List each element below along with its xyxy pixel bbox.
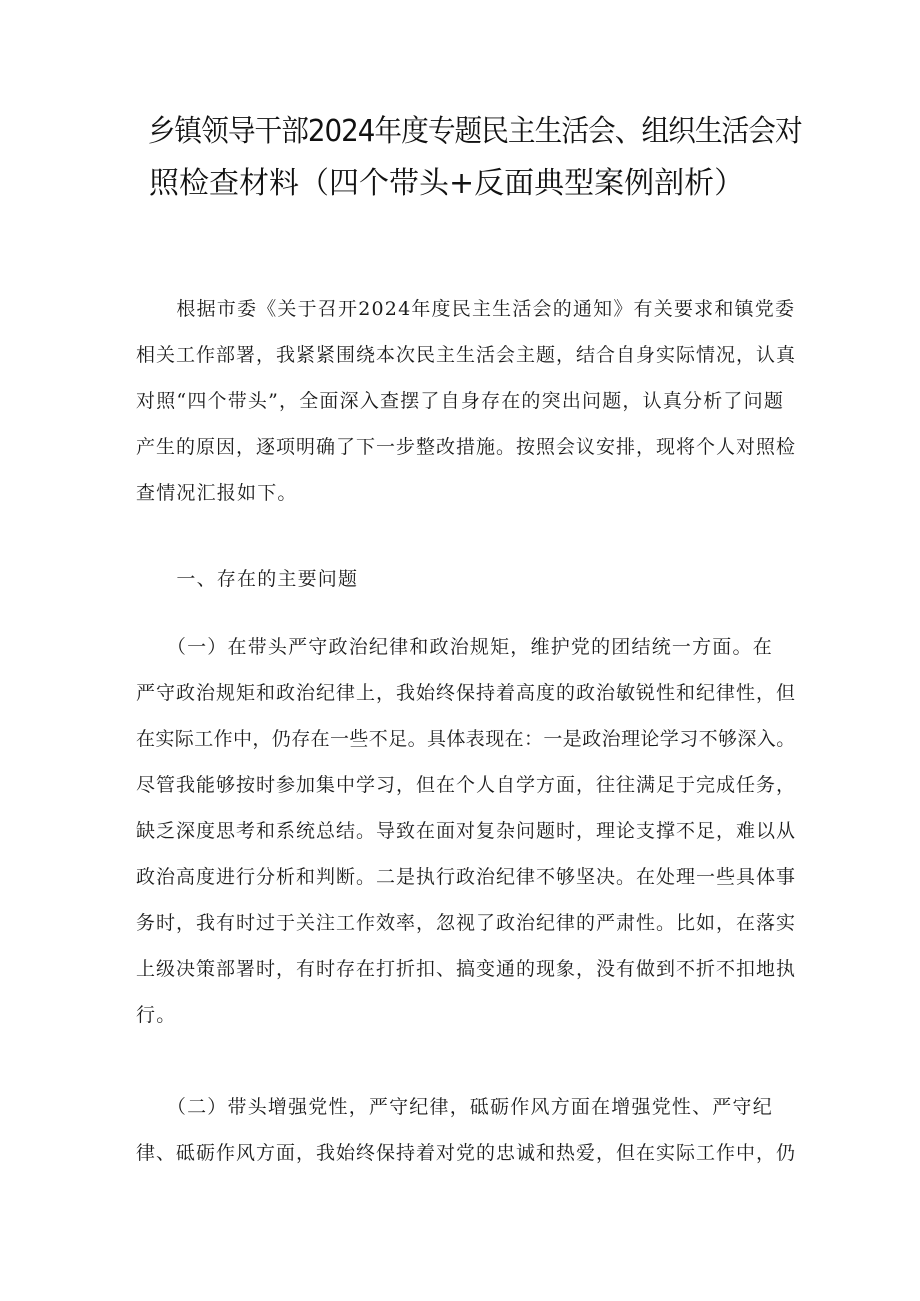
text-line: 行。: [136, 1004, 177, 1026]
text-line: 查情况汇报如下。: [136, 482, 298, 504]
title-line: 照检查材料（四个带头+反面典型案例剖析）: [149, 166, 745, 201]
text-line: 根据市委《关于召开2024年度民主生活会的通知》有关要求和镇党委: [136, 298, 796, 320]
text-line: 对照“四个带头”，全面深入查摆了自身存在的突出问题，认真分析了问题: [136, 390, 785, 412]
text-line: 务时，我有时过于关注工作效率，忽视了政治纪律的严肃性。比如，在落实: [136, 912, 797, 934]
text-line: （一）在带头严守政治纪律和政治规矩，维护党的团结统一方面。在: [136, 636, 773, 658]
text-line: 上级决策部署时，有时存在打折扣、搞变通的现象，没有做到不折不扣地执: [136, 958, 797, 980]
text-line: 政治高度进行分析和判断。二是执行政治纪律不够坚决。在处理一些具体事: [136, 866, 797, 888]
text-line: 在实际工作中，仍存在一些不足。具体表现在：一是政治理论学习不够深入。: [136, 728, 796, 750]
title-line: 乡镇领导干部2024年度专题民主生活会、组织生活会对: [147, 114, 802, 149]
text-line: 律、砥砺作风方面，我始终保持着对党的忠诚和热爱，但在实际工作中，仍: [136, 1142, 797, 1164]
heading-text: 一、存在的主要问题: [136, 568, 359, 590]
text-line: 缺乏深度思考和系统总结。导致在面对复杂问题时，理论支撑不足，难以从: [136, 820, 797, 842]
section-1-paragraph: [136, 624, 796, 1038]
section-2-paragraph: [136, 1084, 796, 1176]
text-line: （二）带头增强党性，严守纪律，砥砺作风方面在增强党性、严守纪: [136, 1096, 773, 1118]
text-line: 严守政治规矩和政治纪律上，我始终保持着高度的政治敏锐性和纪律性，但: [136, 682, 797, 704]
intro-paragraph: [136, 286, 796, 516]
text-line: 产生的原因，逐项明确了下一步整改措施。按照会议安排，现将个人对照检: [136, 436, 797, 458]
text-line: 相关工作部署，我紧紧围绕本次民主生活会主题，结合自身实际情况，认真: [136, 344, 797, 366]
document-title: [132, 106, 802, 210]
section-heading: [136, 556, 796, 602]
text-line: 尽管我能够按时参加集中学习，但在个人自学方面，往往满足于完成任务，: [136, 774, 797, 796]
